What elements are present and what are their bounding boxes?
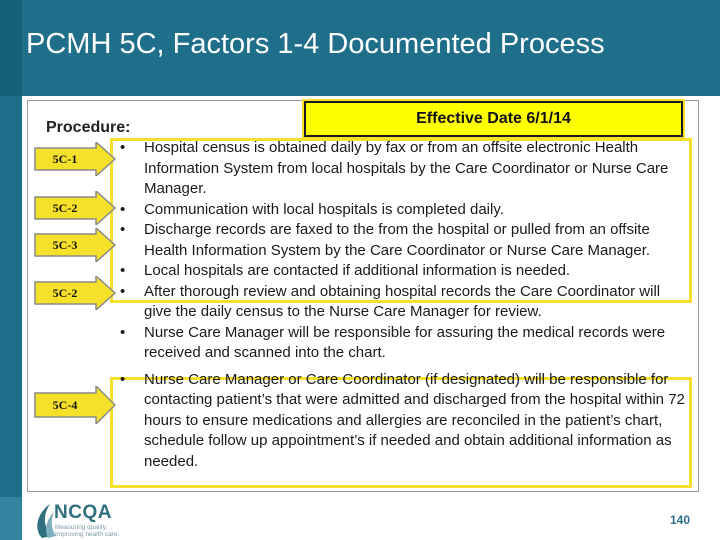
procedure-item: • After thorough review and obtaining hospital records the Care Coordinator will give the daily census to the Nurse Care Manager for review. bbox=[114, 282, 690, 323]
factor-tag-label: 5C-2 bbox=[52, 285, 78, 300]
procedure-item: • Discharge records are faxed to the from the hospital or pulled from an offsite Health Information System by the Care Coordinator or Nurse Care Manager. bbox=[114, 220, 690, 261]
left-accent-strip-lower bbox=[0, 497, 22, 540]
factor-tag bbox=[34, 276, 116, 310]
factor-tag-label: 5C-2 bbox=[52, 200, 78, 215]
slide-title: PCMH 5C, Factors 1-4 Documented Process bbox=[26, 28, 605, 60]
effective-date-banner: Effective Date 6/1/14 bbox=[304, 101, 683, 137]
procedure-item: • Hospital census is obtained daily by fax or from an offsite electronic Health Information System from local hospitals by the Care Coordinator or Nurse Care Manager. bbox=[114, 138, 690, 200]
ncqa-tagline: Measuring quality. Improving health care. bbox=[55, 524, 120, 538]
factor-tag bbox=[34, 142, 116, 176]
factor-tag-label: 5C-4 bbox=[52, 397, 78, 412]
factor-tag bbox=[34, 386, 116, 424]
factor-tag bbox=[34, 228, 116, 262]
factor-tag-label: 5C-3 bbox=[52, 237, 78, 252]
procedure-list bbox=[114, 138, 690, 472]
procedure-label: Procedure: bbox=[46, 119, 131, 136]
factor-tag bbox=[34, 191, 116, 225]
procedure-item: • Nurse Care Manager or Care Coordinator (if designated) will be responsible for contacting patient’s that were admitted and discharged from the hospital within 72 hours to ensure medications and allergies are reconciled in the patient’s chart, schedule follow up appointment’s if needed and obtain additional information as needed. bbox=[114, 370, 690, 473]
procedure-item: • Nurse Care Manager will be responsible for assuring the medical records were received and scanned into the chart. bbox=[114, 323, 690, 364]
procedure-item: • Communication with local hospitals is completed daily. bbox=[114, 200, 690, 221]
header-accent bbox=[0, 0, 22, 96]
ncqa-wordmark: NCQA bbox=[54, 502, 112, 523]
factor-tag-label: 5C-1 bbox=[52, 151, 78, 166]
procedure-item: • Local hospitals are contacted if additional information is needed. bbox=[114, 261, 690, 282]
page-number: 140 bbox=[670, 513, 691, 527]
left-accent-strip bbox=[0, 96, 22, 540]
